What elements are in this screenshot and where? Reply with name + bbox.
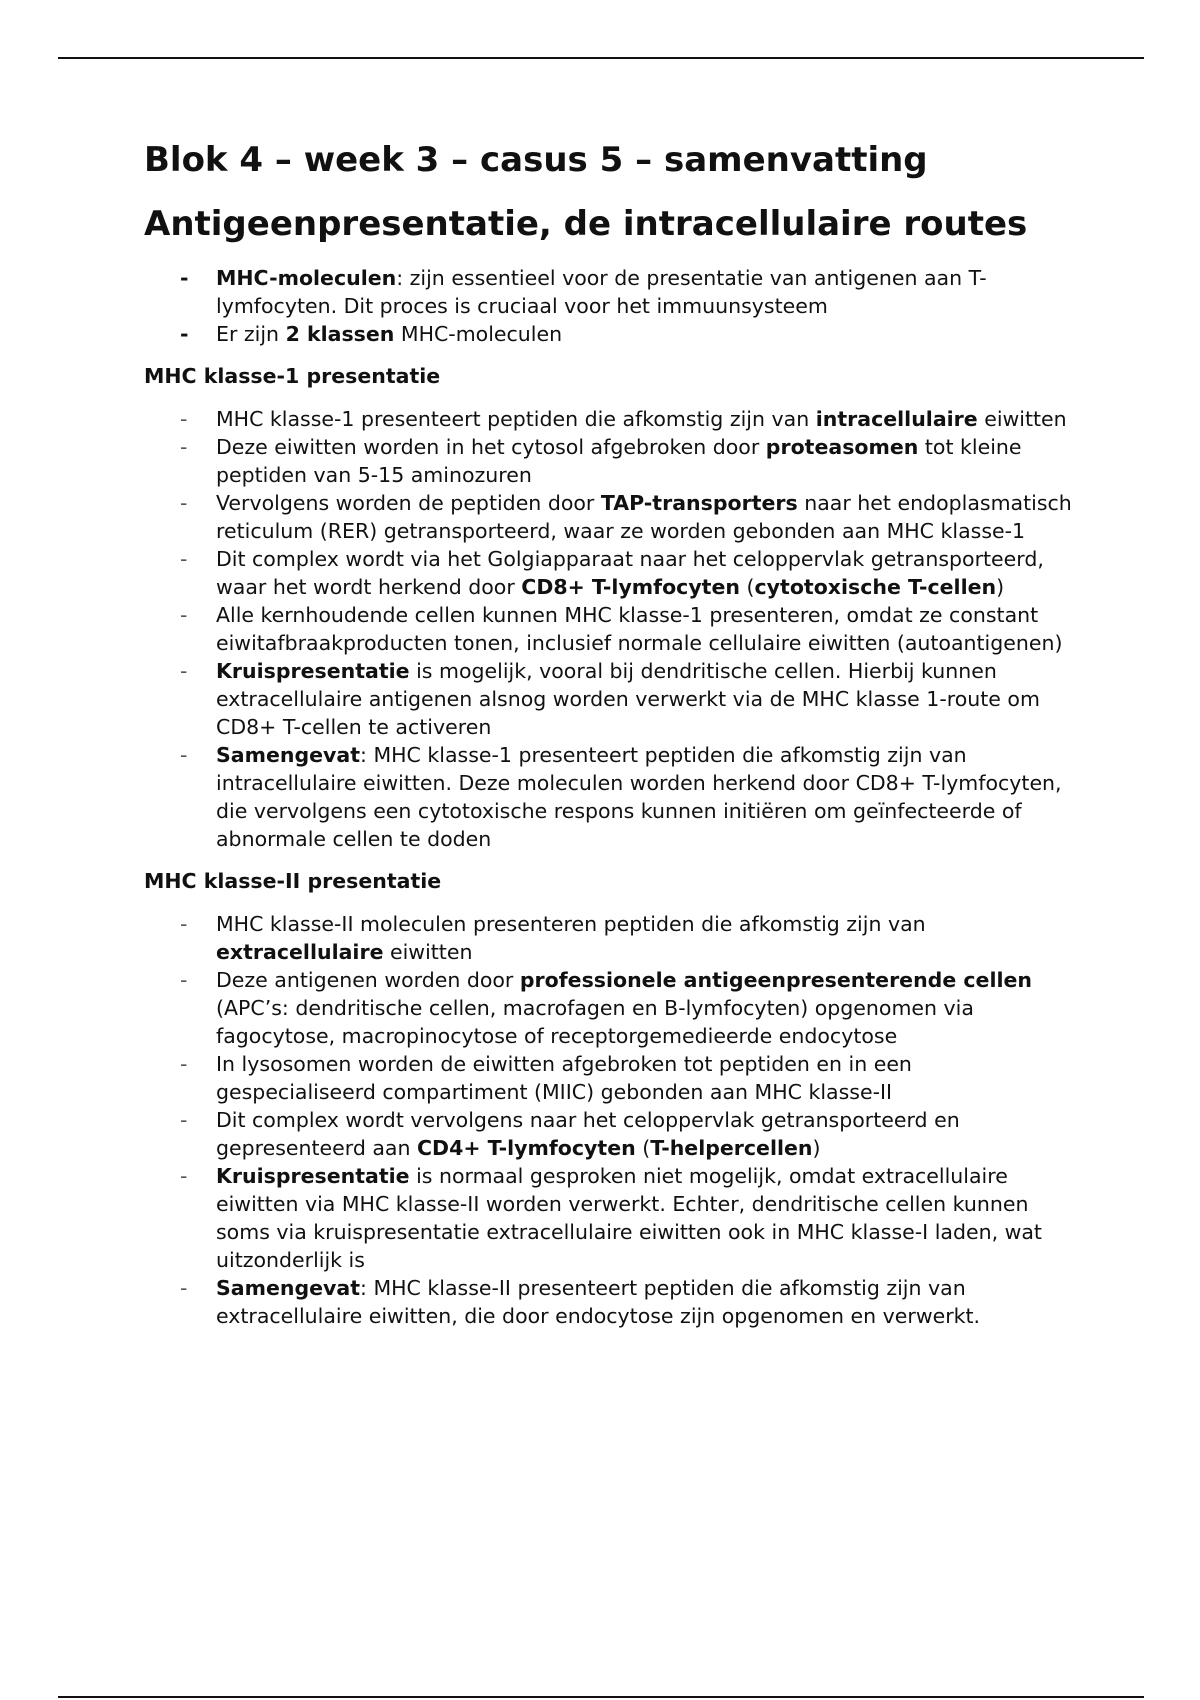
bullet-dash: - bbox=[180, 968, 188, 992]
bullet-dash: - bbox=[180, 491, 188, 515]
list-item: - Vervolgens worden de peptiden door TAP-transporters naar het endoplasmatisch reticulum (RER) getransporteerd, waar ze worden gebonden aan MHC klasse-1 bbox=[180, 491, 1072, 543]
list-item: - Samengevat: MHC klasse-1 presenteert peptiden die afkomstig zijn van intracellulaire eiwitten. Deze moleculen worden herkend door CD8+ T-lymfocyten, die vervolgens een cytotoxische respons kunnen initiëren om geïnfecteerde of abnormale cellen te doden bbox=[180, 743, 1062, 851]
bullet-dash: - bbox=[180, 743, 188, 767]
class1-heading: MHC klasse-1 presentatie bbox=[144, 364, 441, 388]
class2-heading: MHC klasse-II presentatie bbox=[144, 869, 442, 893]
footer-rule bbox=[58, 1696, 1144, 1698]
bullet-dash: - bbox=[180, 1052, 188, 1076]
bullet-dash: - bbox=[180, 407, 188, 431]
bullet-dash: - bbox=[180, 659, 188, 683]
document-body bbox=[144, 138, 1074, 1330]
bullet-dash: - bbox=[180, 266, 189, 290]
list-item: - Deze antigenen worden door professionele antigeenpresenterende cellen (APC’s: dendritische cellen, macrofagen en B-lymfocyten) opgenomen via fagocytose, macropinocytose of receptorgemedieerde endocytose bbox=[180, 968, 1032, 1048]
list-item: - Samengevat: MHC klasse-II presenteert peptiden die afkomstig zijn van extracellulaire eiwitten, die door endocytose zijn opgenomen en verwerkt. bbox=[180, 1276, 981, 1328]
bullet-dash: - bbox=[180, 435, 188, 459]
list-item: - Kruispresentatie is mogelijk, vooral bij dendritische cellen. Hierbij kunnen extracellulaire antigenen alsnog worden verwerkt via de MHC klasse 1-route om CD8+ T-cellen te activeren bbox=[180, 659, 1040, 739]
bullet-dash: - bbox=[180, 547, 188, 571]
bullet-dash: - bbox=[180, 1164, 188, 1188]
list-item: - MHC klasse-II moleculen presenteren peptiden die afkomstig zijn van extracellulaire eiwitten bbox=[180, 912, 926, 964]
list-item: - Deze eiwitten worden in het cytosol afgebroken door proteasomen tot kleine peptiden van 5-15 aminozuren bbox=[180, 435, 1022, 487]
bullet-dash: - bbox=[180, 322, 189, 346]
document-title: Blok 4 – week 3 – casus 5 – samenvatting bbox=[144, 140, 928, 180]
bullet-dash: - bbox=[180, 1276, 188, 1300]
list-item: - Dit complex wordt via het Golgiapparaat naar het celoppervlak getransporteerd, waar het wordt herkend door CD8+ T-lymfocyten (cytotoxische T-cellen) bbox=[180, 547, 1044, 599]
class2-list bbox=[144, 910, 1074, 1330]
list-item: - In lysosomen worden de eiwitten afgebroken tot peptiden en in een gespecialiseerd compartiment (MIIC) gebonden aan MHC klasse-II bbox=[180, 1052, 912, 1104]
class1-list bbox=[144, 405, 1074, 853]
intro-list bbox=[144, 264, 1074, 348]
list-item: - MHC-moleculen: zijn essentieel voor de presentatie van antigenen aan T-lymfocyten. Dit proces is cruciaal voor het immuunsysteem bbox=[180, 266, 987, 318]
list-item: - MHC klasse-1 presenteert peptiden die afkomstig zijn van intracellulaire eiwitten bbox=[180, 407, 1067, 431]
list-item: - Kruispresentatie is normaal gesproken niet mogelijk, omdat extracellulaire eiwitten via MHC klasse-II worden verwerkt. Echter, dendritische cellen kunnen soms via kruispresentatie extracellulaire eiwitten ook in MHC klasse-I laden, wat uitzonderlijk is bbox=[180, 1164, 1042, 1272]
bullet-dash: - bbox=[180, 603, 188, 627]
list-item: - Alle kernhoudende cellen kunnen MHC klasse-1 presenteren, omdat ze constant eiwitafbraakproducten tonen, inclusief normale cellulaire eiwitten (autoantigenen) bbox=[180, 603, 1063, 655]
list-item: - Dit complex wordt vervolgens naar het celoppervlak getransporteerd en gepresenteerd aan CD4+ T-lymfocyten (T-helpercellen) bbox=[180, 1108, 960, 1160]
section-title: Antigeenpresentatie, de intracellulaire routes bbox=[144, 204, 1028, 244]
bullet-dash: - bbox=[180, 1108, 188, 1132]
header-rule bbox=[58, 57, 1144, 59]
bullet-dash: - bbox=[180, 912, 188, 936]
list-item: - Er zijn 2 klassen MHC-moleculen bbox=[180, 322, 563, 346]
